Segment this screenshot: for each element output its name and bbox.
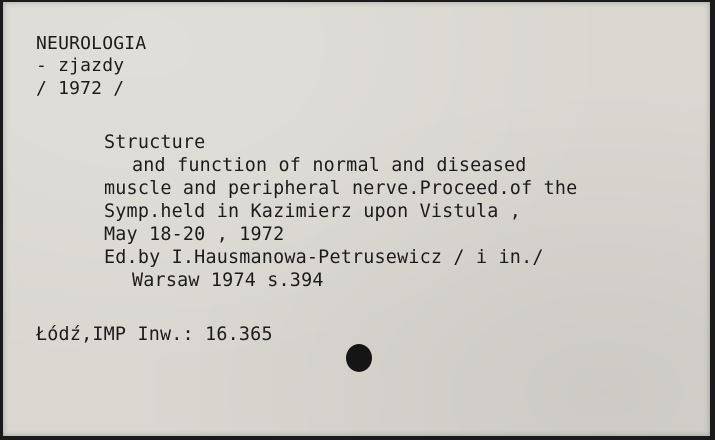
subject-year: / 1972 / (36, 78, 125, 99)
punch-hole (346, 344, 372, 372)
subject-subdivision: - zjazdy (36, 55, 125, 76)
entry-title-line-4: Symp.held in Kazimierz upon Vistula , (104, 201, 522, 222)
entry-date: May 18-20 , 1972 (104, 224, 285, 245)
entry-title-line-2: and function of normal and diseased (132, 155, 527, 176)
catalog-card (3, 2, 710, 436)
entry-editor: Ed.by I.Hausmanowa-Petrusewicz / i in./ (104, 247, 544, 268)
subject-heading: NEUROLOGIA (36, 33, 147, 54)
entry-title-line-3: muscle and peripheral nerve.Proceed.of the (104, 178, 578, 199)
entry-title-line-1: Structure (104, 132, 206, 153)
entry-publication: Warsaw 1974 s.394 (132, 270, 324, 291)
footer-location-inventory: Łódź,IMP Inw.: 16.365 (36, 324, 273, 345)
